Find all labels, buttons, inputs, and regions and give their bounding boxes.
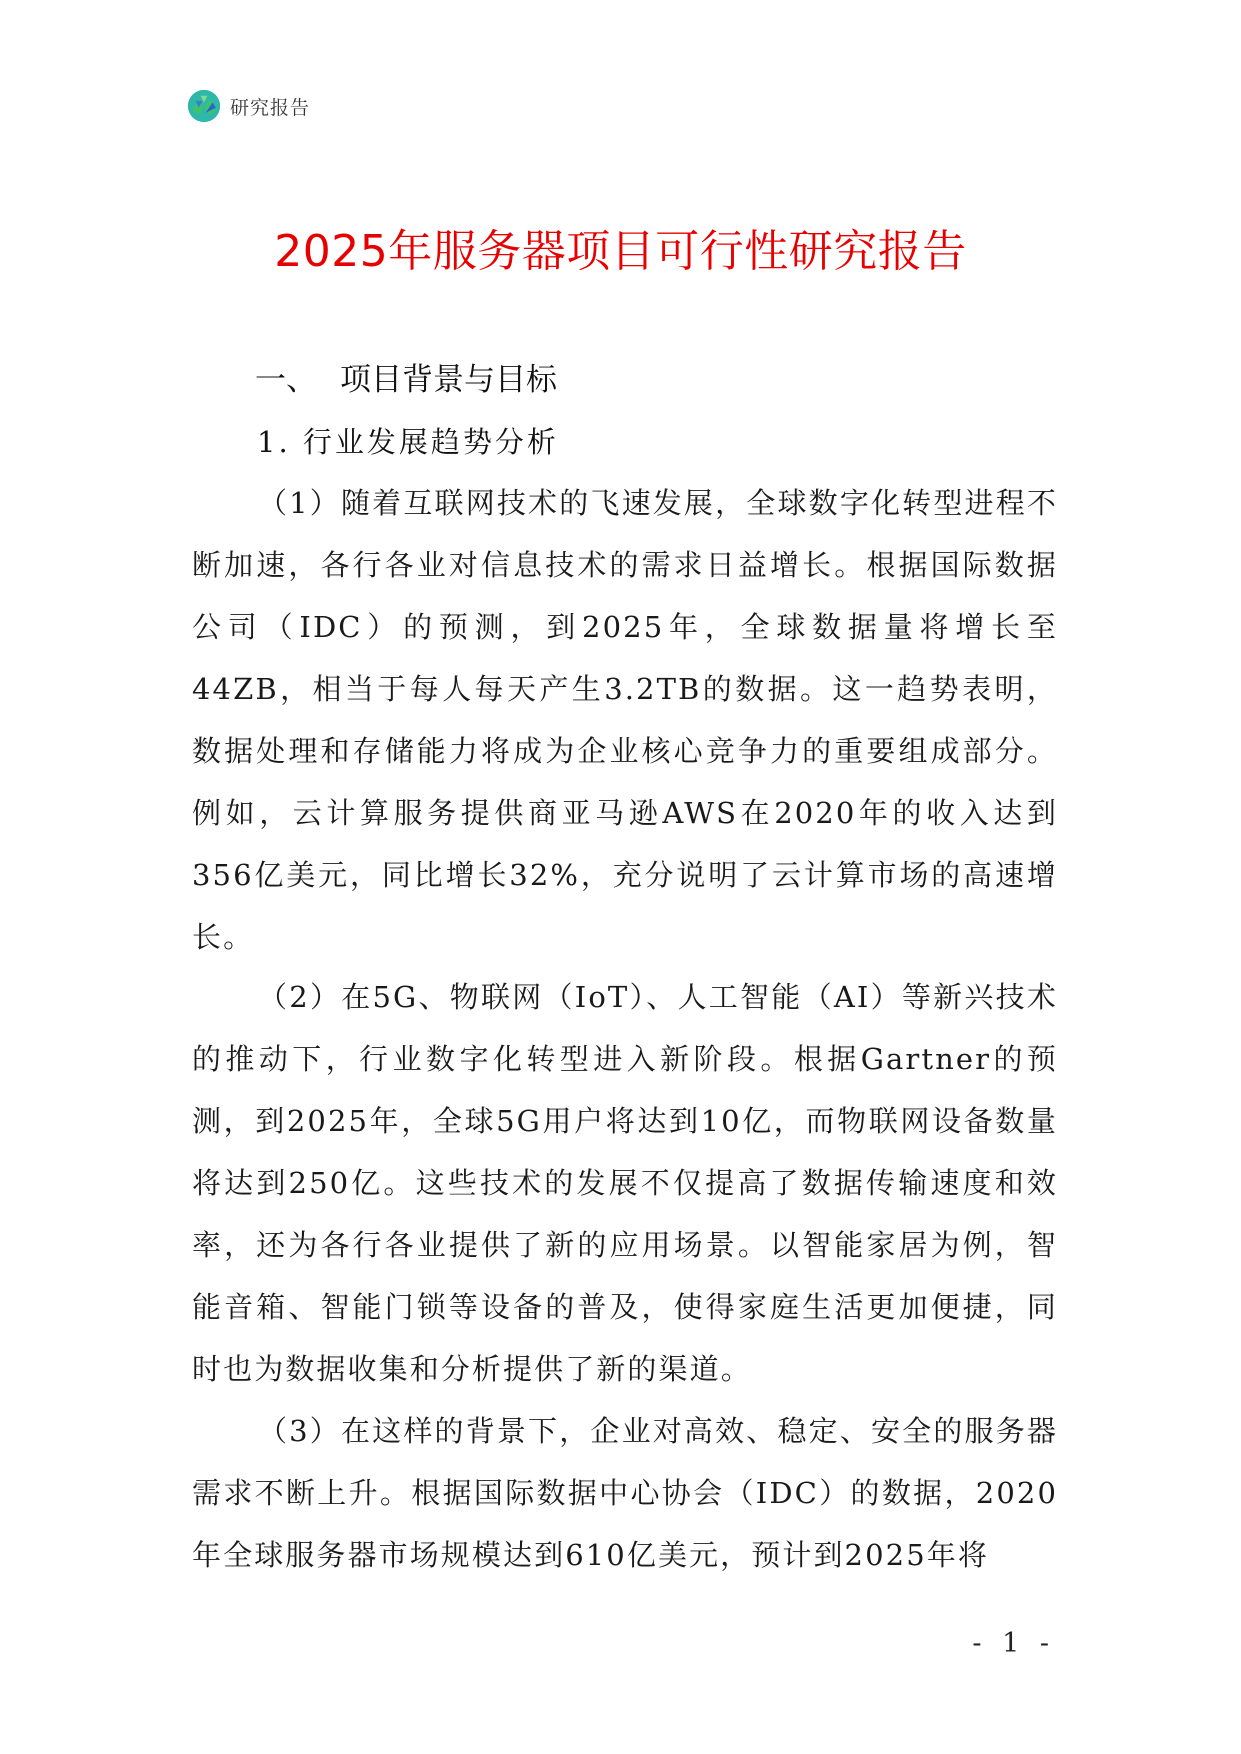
subsection-heading: 1. 行业发展趋势分析 [257, 425, 559, 459]
page-number: - 1 - [972, 1628, 1055, 1659]
paragraph-2: （2）在5G、物联网（IoT）、人工智能（AI）等新兴技术的推动下，行业数字化转型进入新阶段。根据Gartner的预测，到2025年，全球5G用户将达到10亿，而物联网设备数量将达到250亿。这些技术的发展不仅提高了数据传输速度和效率，还为各行各业提供了新的应用场景。以智能家居为例，智能音箱、智能门锁等设备的普及，使得家庭生活更加便捷，同时也为数据收集和分析提供了新的渠道。 [192, 980, 1058, 1386]
document-header [187, 88, 310, 124]
section-number: 一、 [255, 362, 317, 398]
section-title: 项目背景与目标 [340, 362, 557, 398]
header-label: 研究报告 [230, 96, 311, 119]
document-title: 2025年服务器项目可行性研究报告 [274, 226, 967, 277]
brand-logo-icon [187, 89, 221, 123]
paragraph-3: （3）在这样的背景下，企业对高效、稳定、安全的服务器需求不断上升。根据国际数据中心协会（IDC）的数据，2020年全球服务器市场规模达到610亿美元，预计到2025年将 [192, 1414, 1058, 1572]
section-heading [255, 358, 557, 402]
paragraph-1: （1）随着互联网技术的飞速发展，全球数字化转型进程不断加速，各行各业对信息技术的需求日益增长。根据国际数据公司（IDC）的预测，到2025年，全球数据量将增长至44ZB，相当于每人每天产生3.2TB的数据。这一趋势表明，数据处理和存储能力将成为企业核心竞争力的重要组成部分。例如，云计算服务提供商亚马逊AWS在2020年的收入达到356亿美元，同比增长32%，充分说明了云计算市场的高速增长。 [192, 486, 1058, 954]
